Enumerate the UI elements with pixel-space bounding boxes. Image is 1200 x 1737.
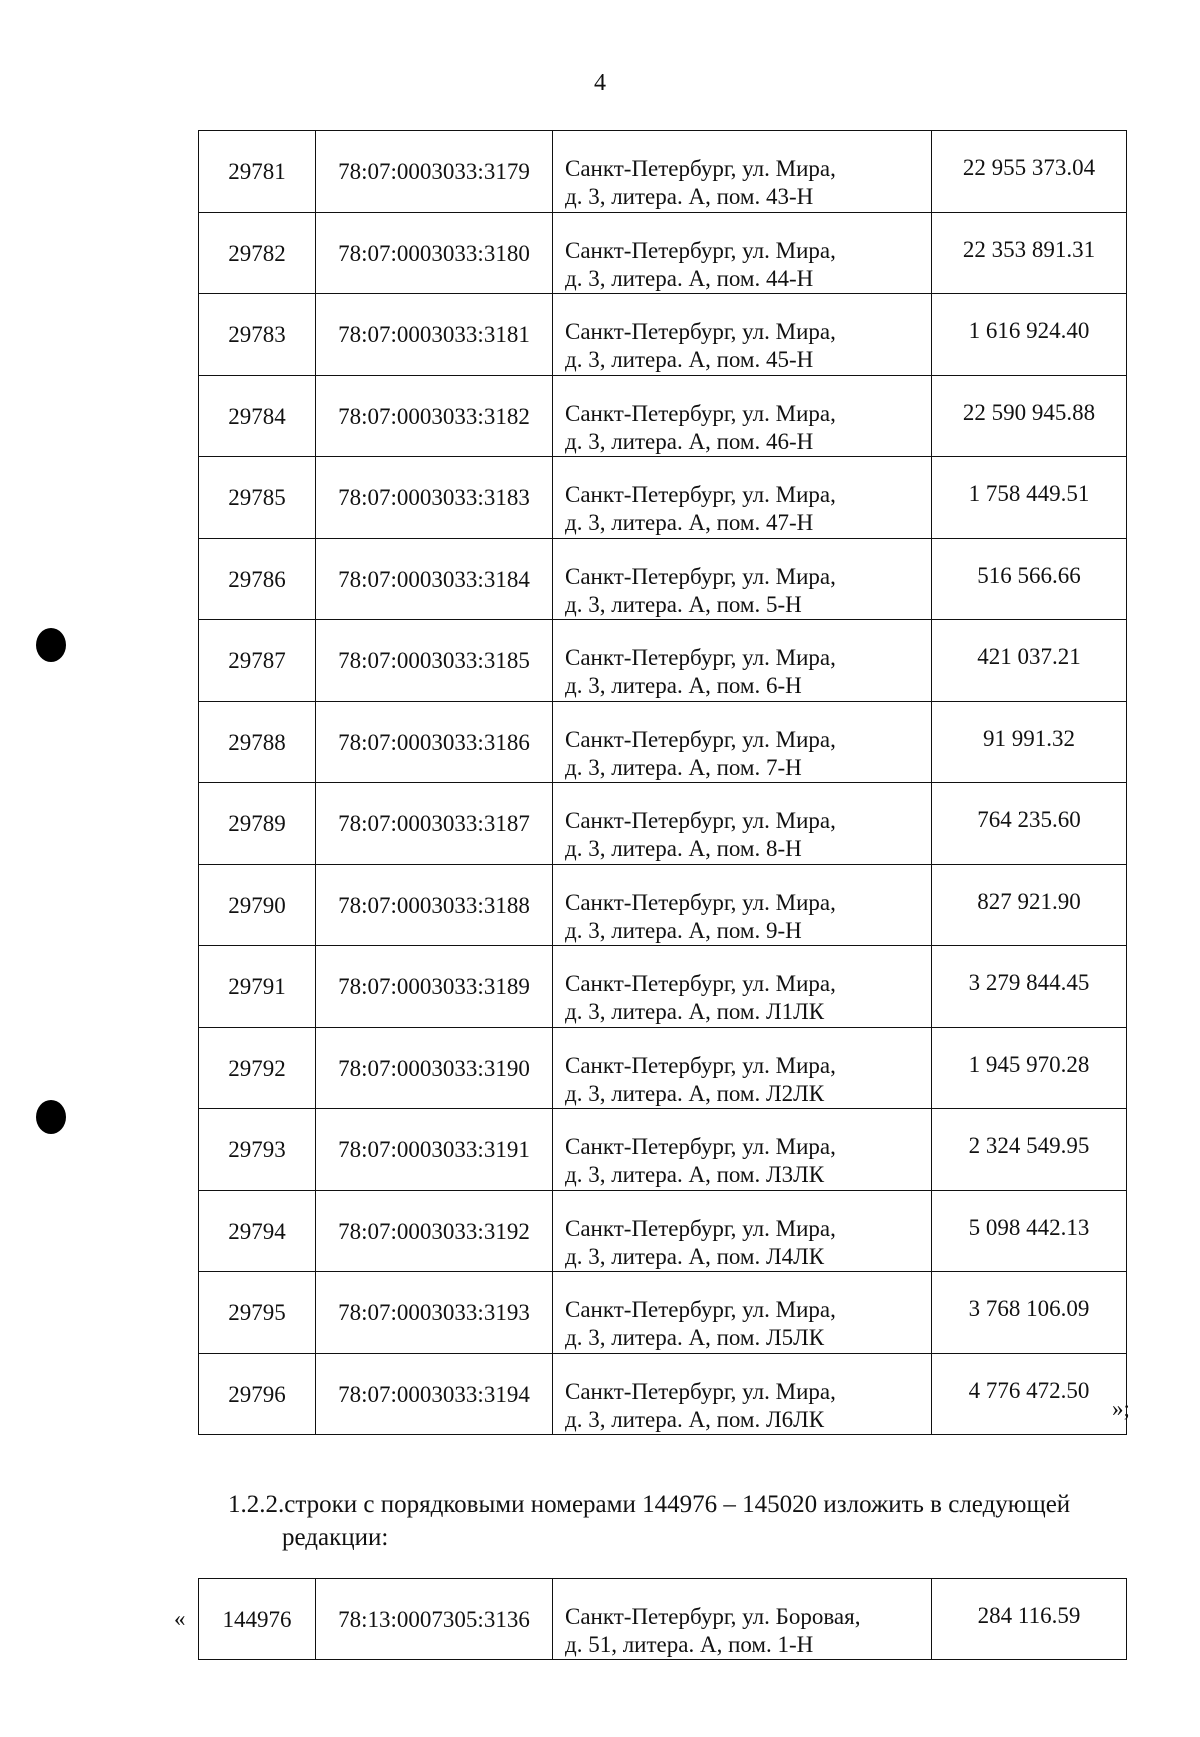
value-cell: 22 955 373.04 [932, 131, 1127, 213]
table-row [199, 1109, 1127, 1191]
row-number-cell: 29782 [199, 212, 316, 294]
address-line-2: д. 3, литера. А, пом. 9-Н [565, 917, 802, 943]
cadastral-number-cell: 78:13:0007305:3136 [316, 1579, 553, 1660]
table-row [199, 1579, 1127, 1660]
value-cell: 1 945 970.28 [932, 1027, 1127, 1109]
address-cell [553, 375, 932, 457]
row-number-cell: 29790 [199, 864, 316, 946]
row-number-cell: 29785 [199, 457, 316, 539]
row-number-cell: 29788 [199, 701, 316, 783]
address-line-1: Санкт-Петербург, ул. Мира, [565, 400, 836, 426]
value-cell: 1 616 924.40 [932, 294, 1127, 376]
address-line-2: д. 3, литера. А, пом. 5-Н [565, 591, 802, 617]
address-line-1: Санкт-Петербург, ул. Мира, [565, 808, 836, 833]
address-cell [553, 783, 932, 865]
punch-hole-mark [36, 1100, 66, 1134]
address-line-1: Санкт-Петербург, ул. Мира, [565, 889, 836, 915]
address-line-2: д. 3, литера. А, пом. 8-Н [565, 836, 802, 861]
cadastral-number-cell: 78:07:0003033:3181 [316, 294, 553, 376]
address-line-2: д. 3, литера. А, пом. Л5ЛК [565, 1325, 825, 1350]
address-line-2: д. 3, литера. А, пом. Л4ЛК [565, 1243, 825, 1269]
table-row [199, 294, 1127, 376]
row-number-cell: 29793 [199, 1109, 316, 1191]
address-cell [553, 1109, 932, 1191]
value-cell: 3 768 106.09 [932, 1272, 1127, 1354]
table-row [199, 1027, 1127, 1109]
value-cell: 91 991.32 [932, 701, 1127, 783]
table-row [199, 1353, 1127, 1435]
address-line-1: Санкт-Петербург, ул. Мира, [565, 1378, 836, 1404]
address-line-1: Санкт-Петербург, ул. Мира, [565, 726, 836, 752]
address-line-2: д. 3, литера. А, пом. 43-Н [565, 184, 814, 209]
table-row [199, 131, 1127, 213]
address-cell [553, 294, 932, 376]
address-line-1: Санкт-Петербург, ул. Мира, [565, 319, 836, 344]
table-row [199, 375, 1127, 457]
cadastral-number-cell: 78:07:0003033:3188 [316, 864, 553, 946]
row-number-cell: 29795 [199, 1272, 316, 1354]
row-number-cell: 29796 [199, 1353, 316, 1435]
row-number-cell: 144976 [199, 1579, 316, 1660]
page-number: 4 [594, 70, 606, 96]
cadastral-table [198, 130, 1127, 1435]
value-cell: 4 776 472.50 [932, 1353, 1127, 1435]
cadastral-number-cell: 78:07:0003033:3193 [316, 1272, 553, 1354]
row-number-cell: 29789 [199, 783, 316, 865]
address-line-1: Санкт-Петербург, ул. Мира, [565, 971, 836, 996]
row-number-cell: 29792 [199, 1027, 316, 1109]
cadastral-number-cell: 78:07:0003033:3191 [316, 1109, 553, 1191]
cadastral-number-cell: 78:07:0003033:3194 [316, 1353, 553, 1435]
row-number-cell: 29791 [199, 946, 316, 1028]
address-cell [553, 538, 932, 620]
opening-quote-mark: « [174, 1606, 186, 1631]
cadastral-number-cell: 78:07:0003033:3189 [316, 946, 553, 1028]
address-line-2: д. 3, литера. А, пом. Л3ЛК [565, 1162, 825, 1187]
address-cell [553, 1272, 932, 1354]
table-row [199, 864, 1127, 946]
address-cell [553, 946, 932, 1028]
address-cell [553, 701, 932, 783]
address-cell [553, 1027, 932, 1109]
address-line-2: д. 3, литера. А, пом. 6-Н [565, 673, 802, 698]
address-line-1: Санкт-Петербург, ул. Мира, [565, 482, 836, 507]
cadastral-number-cell: 78:07:0003033:3183 [316, 457, 553, 539]
paragraph-line-1: 1.2.2.строки с порядковыми номерами 144976 – 145020 изложить в следующей [228, 1491, 1071, 1518]
value-cell: 2 324 549.95 [932, 1109, 1127, 1191]
table-row [199, 783, 1127, 865]
cadastral-number-cell: 78:07:0003033:3186 [316, 701, 553, 783]
table-row [199, 701, 1127, 783]
value-cell: 516 566.66 [932, 538, 1127, 620]
address-cell [553, 864, 932, 946]
value-cell: 827 921.90 [932, 864, 1127, 946]
row-number-cell: 29794 [199, 1190, 316, 1272]
address-cell [553, 457, 932, 539]
value-cell: 22 590 945.88 [932, 375, 1127, 457]
address-cell [553, 131, 932, 213]
address-line-2: д. 3, литера. А, пом. 47-Н [565, 510, 814, 535]
address-line-2: д. 3, литера. А, пом. Л1ЛК [565, 999, 825, 1024]
table-row [199, 1272, 1127, 1354]
table-row [199, 946, 1127, 1028]
address-line-2: д. 3, литера. А, пом. Л2ЛК [565, 1080, 825, 1106]
address-line-1: Санкт-Петербург, ул. Мира, [565, 237, 836, 263]
closing-quote-mark: »; [1112, 1396, 1130, 1421]
table-row [199, 538, 1127, 620]
address-line-2: д. 3, литера. А, пом. 7-Н [565, 754, 802, 780]
value-cell: 421 037.21 [932, 620, 1127, 702]
address-cell [553, 1353, 932, 1435]
address-line-1: Санкт-Петербург, ул. Мира, [565, 645, 836, 670]
cadastral-number-cell: 78:07:0003033:3184 [316, 538, 553, 620]
value-cell: 3 279 844.45 [932, 946, 1127, 1028]
punch-hole-mark [36, 628, 66, 662]
address-line-2: д. 3, литера. А, пом. 45-Н [565, 347, 814, 372]
amended-table-body [199, 1579, 1127, 1660]
address-line-1: Санкт-Петербург, ул. Мира, [565, 1052, 836, 1078]
row-number-cell: 29787 [199, 620, 316, 702]
address-line-1: Санкт-Петербург, ул. Боровая, [565, 1604, 861, 1629]
cadastral-table-body [199, 131, 1127, 1435]
address-cell [553, 620, 932, 702]
cadastral-number-cell: 78:07:0003033:3182 [316, 375, 553, 457]
value-cell: 284 116.59 [932, 1579, 1127, 1660]
value-cell: 5 098 442.13 [932, 1190, 1127, 1272]
address-line-2: д. 3, литера. А, пом. Л6ЛК [565, 1406, 825, 1432]
address-line-1: Санкт-Петербург, ул. Мира, [565, 1134, 836, 1159]
address-line-1: Санкт-Петербург, ул. Мира, [565, 563, 836, 589]
table-row [199, 620, 1127, 702]
value-cell: 764 235.60 [932, 783, 1127, 865]
row-number-cell: 29781 [199, 131, 316, 213]
row-number-cell: 29786 [199, 538, 316, 620]
address-line-2: д. 3, литера. А, пом. 44-Н [565, 265, 814, 291]
paragraph-line-2: редакции: [282, 1524, 389, 1551]
row-number-cell: 29784 [199, 375, 316, 457]
cadastral-number-cell: 78:07:0003033:3180 [316, 212, 553, 294]
row-number-cell: 29783 [199, 294, 316, 376]
address-line-1: Санкт-Петербург, ул. Мира, [565, 156, 836, 181]
table-row [199, 1190, 1127, 1272]
cadastral-number-cell: 78:07:0003033:3179 [316, 131, 553, 213]
address-line-1: Санкт-Петербург, ул. Мира, [565, 1297, 836, 1322]
address-line-1: Санкт-Петербург, ул. Мира, [565, 1215, 836, 1241]
address-cell [553, 212, 932, 294]
amendment-paragraph [228, 1488, 1148, 1554]
table-row [199, 212, 1127, 294]
cadastral-number-cell: 78:07:0003033:3185 [316, 620, 553, 702]
address-cell [553, 1190, 932, 1272]
address-cell [553, 1579, 932, 1660]
amended-table [198, 1578, 1127, 1660]
cadastral-number-cell: 78:07:0003033:3190 [316, 1027, 553, 1109]
cadastral-number-cell: 78:07:0003033:3192 [316, 1190, 553, 1272]
value-cell: 1 758 449.51 [932, 457, 1127, 539]
table-row [199, 457, 1127, 539]
value-cell: 22 353 891.31 [932, 212, 1127, 294]
address-line-2: д. 51, литера. А, пом. 1-Н [565, 1632, 814, 1657]
cadastral-number-cell: 78:07:0003033:3187 [316, 783, 553, 865]
address-line-2: д. 3, литера. А, пом. 46-Н [565, 428, 814, 454]
